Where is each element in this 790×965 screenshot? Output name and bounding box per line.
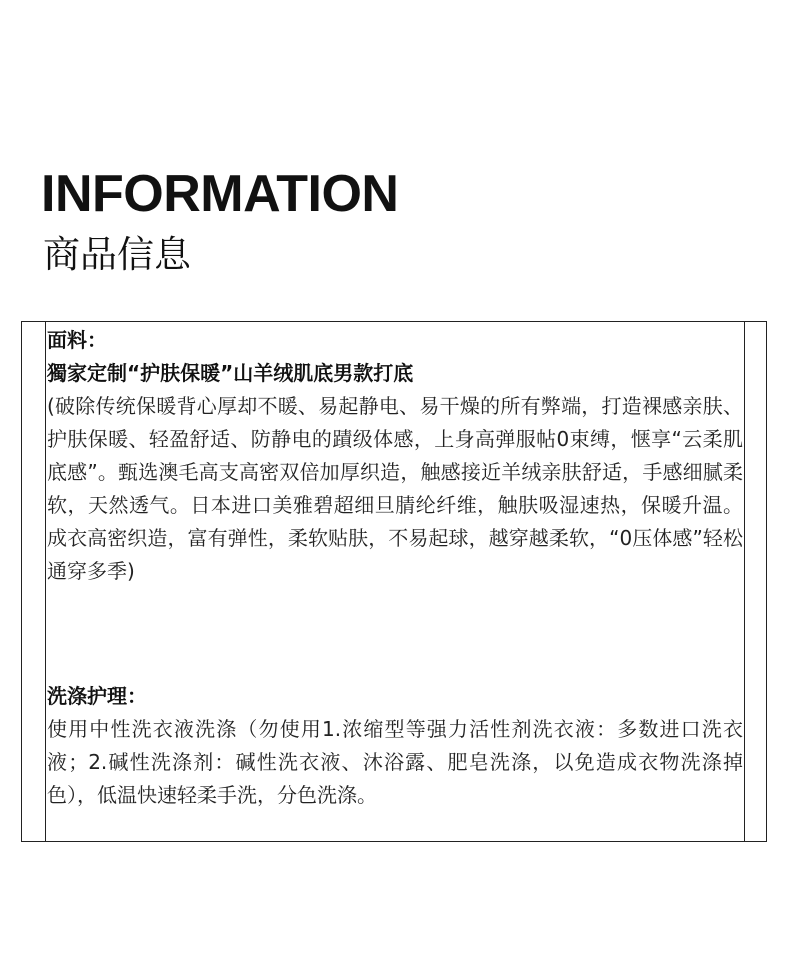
fabric-name: 獨家定制“护肤保暖”山羊绒肌底男款打底: [47, 361, 414, 385]
product-info-cell: [46, 322, 744, 841]
care-label: 洗涤护理：: [47, 684, 147, 708]
fabric-description: (破除传统保暖背心厚却不暖、易起静电、易干燥的所有弊端，打造裸感亲肤、护肤保暖、轻盈舒适、防静电的蹟级体感，上身高弹服帖0束缚，惬享“云柔肌底感”。甄选澳毛高支高密双倍加厚织造，触感接近羊绒亲肤舒适，手感细腻柔软，天然透气。日本进口美雅碧超细旦腈纶纤维，触肤吸湿速热，保暖升温。成衣高密织造，富有弹性，柔软贴肤，不易起球，越穿越柔软，“0压体感”轻松通穿多季): [47, 394, 743, 583]
page-title: INFORMATION: [41, 165, 399, 223]
table-divider-right: [744, 322, 745, 841]
fabric-section: [47, 324, 743, 588]
care-section: [47, 680, 743, 812]
product-info-table: [21, 321, 767, 842]
page-subtitle: 商品信息: [43, 233, 191, 276]
section-spacer: [47, 588, 743, 680]
fabric-label: 面料：: [47, 328, 107, 352]
care-instructions: 使用中性洗衣液洗涤（勿使用1.浓缩型等强力活性剂洗衣液：多数进口洗衣液；2.碱性洗涤剂：碱性洗衣液、沐浴露、肥皂洗涤，以免造成衣物洗涤掉色），低温快速轻柔手洗，分色洗涤。: [47, 717, 743, 807]
